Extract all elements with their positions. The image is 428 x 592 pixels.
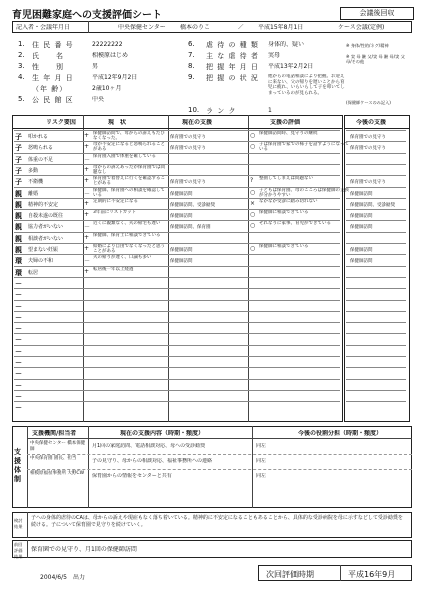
info-left-num: 4. [18,73,25,81]
previous-review-text: 保育園での見守り、月1回の保健師訪問 [31,546,137,553]
info-right-value: 平成13年2月2日 [268,63,314,70]
info-left-value: 相模原はじめ [92,52,129,59]
status-sign: + [84,132,90,139]
risk-row [14,367,340,379]
next-support-cell: 保育園での見守り [346,175,406,186]
status-sign: + [84,245,90,252]
col-header-evaluation: 支援の評価 [270,119,301,126]
info-right-num: 9. [188,73,195,81]
next-support-cell [346,153,406,164]
recorder-name: 橋本のりこ [180,24,211,31]
status-sign: + [84,211,90,219]
next-support-cell: 保健師訪問 [346,243,406,254]
risk-factor-name: 望まない妊娠 [28,247,59,253]
risk-row [14,322,340,334]
support-future: 同左 [256,458,267,464]
info-right-num: 10. [188,106,200,114]
risk-status: 母が不安定になると怒鳴られることがある [93,142,165,153]
evaluation-symbol: ○ [250,211,256,219]
evaluation-symbol: ○ [250,245,256,252]
evaluation-sheet: 育児困難家庭への支援評価シート 会議後回収 記入者・会議年月日 中央保健センター 橋本のりこ ／ 平成15年8月1日 ケース会議(定例) 1. 住 民 番 号 22222222 2. 氏 名 相模原はじめ 3. 性 別 男 4. 生 年 月 日 平成12年9月2日 （年 齢） 2歳10ヶ月 5. 公 民 館 区 中央 6. 虐 待 の 種 類 身体的、疑い 7. 主 な 虐 待 者 実母 8. 把 握 年 月 日 平成13年2月2日 9. 把 握 の 状 況 他からの電話相談により把握。お迎えに来ない、父の帰りを遅いことから育児に疲れ、いらいらして子を叩いてしまっているのが見られる。 10. ラ ン ク 1 ※ 身体/性的/ネグ/精神 ※ 実 母 継 父/実 母 継 母/実 父 母/その他 (保健師ケースのみ記入) リスク要因 現 状 現在の支援 支援の評価 今後の支援 保育園での見守り 子 叩かれる + 保健師訪問で、母からの訴えもたびなくなった。 保育園での見守り ○ 保健師訪問時、見守りの継続 保育園での見守り 子 怒鳴られる + 母が不安定になると怒鳴られることがある 保育園での見守り ○ 子は保育園で家での様子を話すようになっている 子 体重の不足 － 保育園入園で体重を確している 子 多動 + 母からの訴えあったが保育園では問題なし 保育園での見守り 子 不衛機 + 保育園で着替えに行くを確認することがある 保育園での見守り ? 整園してしまえば問題ない 保健師訪問 親 離婚 － 保健師、保育園への相談を確認している 保健師訪問 ○ 子どもは保育園、母のこころは保健師の支援が分かりやすい 保健師訪問、受診勧奨 親 精神的不安定 + 定期的に不安定になる 保健師訪問、受診勧奨 × なかなか受診に踏み切れない 保健師訪問 親 自殺未遂の既往 + 3年前にリストカット 保健師訪問 ○ 保健師に相談できている 保健師訪問 親 協力者がいない － 近くに親類なく、夫の帰宅も遅い 保健師訪問、保育園 ○ それなりに家事、育児ができている 親 相談者がいない + 保健師、保育士に相談できている 保健師訪問 親 望まない妊娠 + 結婚により自由でなくなったと思うことがある 保健師訪問 ○ 保健師に相談できている 保健師訪問 環 夫婦の不和 － 夫の帰りが遅く、口論も多い 保健師訪問 環 転居 + 転居後一年以上経過 － － － － － － － － － － － － 支援体制 支援機関/担当者 現在の支援内容（時期・頻度） 今後の役割分担（時期・頻度） 中央保健センター 橋本保健師 月1回の家庭訪問、電話相談対応、母への受診勧奨 同左 中央保育園 園長、担当 子の見守り、母からの相談対応、福祉事務所への連絡 同左 相模原福祉事務所 大野CW 保育園からの情報をセンターと共有 同左 検討結果 子への身体的虐待のCAは、母からの訴えや現症もなく落ち着いている。精神的に不安定になることもあることから、具体的な受診病院を母に示すなどして受診勧奨を続ける。子について保育園で見守りを続けていく。 前回評価結果 保育園での見守り、月1回の保健師訪問 2004/6/5 出力 次回評価時期 平成16年9月 [0,0,428,592]
review-label: 検討結果 [14,518,23,529]
note-abuser-types: ※ 実 母 継 父/実 母 継 母/実 父 母/その他 [346,54,405,64]
risk-factor-name: 多動 [28,167,39,174]
next-support-cell [346,277,406,288]
info-left-num: 5. [18,95,25,103]
evaluation-text: 整園してしまえば問題ない [259,176,313,182]
col-header-status: 現 状 [108,119,127,126]
next-support-cell [346,288,406,299]
risk-category-mark: 子 [15,144,22,153]
note-abuse-types: ※ 身体/性的/ネグ/精神 [346,43,389,48]
status-sign: + [84,165,90,173]
info-right-label: ラ ン ク [206,107,237,115]
risk-category-mark: 親 [15,234,22,243]
support-col-future: 今後の役割分担（時期・頻度） [298,430,383,437]
risk-status: 保育園入園で体重を確している [93,153,156,159]
risk-row [14,288,340,300]
next-support-cell: 保育園での見守り [346,141,406,152]
empty-row-mark: － [15,302,22,311]
empty-row-mark: － [15,325,22,334]
recorder-label: 記入者・会議年月日 [16,24,71,31]
next-support-cell [346,322,406,333]
risk-row [14,300,340,312]
info-right-num: 8. [188,62,195,70]
risk-row [14,390,340,402]
risk-status: 転居後一年以上経過 [93,266,134,272]
meeting-date: 平成15年8月1日 [258,24,304,31]
next-support-cell [346,401,406,412]
next-support-cell: 保健師訪問 [346,254,406,265]
risk-status: 結婚により自由でなくなったと思うことがある [93,244,165,254]
info-right-label: 主 な 虐 待 者 [206,52,259,60]
evaluation-symbol: ○ [250,188,256,196]
current-support: 保健師訪問、受診勧奨 [170,202,215,208]
risk-factor-name: 協力者がいない [28,224,64,231]
info-right-label: 虐 待 の 種 類 [206,41,259,49]
support-org: 相模原福祉事務所 大野CW [30,471,85,476]
info-right-value: 身体的、疑い [268,41,305,48]
info-right-label: 把 握 年 月 日 [206,63,259,71]
risk-factor-name: 転居 [28,269,39,276]
risk-status: 定期的に不安定になる [93,198,138,204]
current-support: 保育園での見守り [170,135,206,140]
evaluation-symbol: ? [250,177,254,185]
support-col-content: 現在の支援内容（時期・頻度） [120,430,205,437]
info-left-label: 生 年 月 日 [32,74,74,82]
info-left-value: 中央 [92,96,105,103]
risk-status: 近くに親類なく、夫の帰宅も遅い [93,221,161,227]
risk-row [14,220,340,232]
support-future: 同左 [256,473,267,479]
previous-review-label: 前回評価結果 [14,542,23,559]
support-content: 月1回の家庭訪問、電話相談対応、母への受診勧奨 [92,443,206,449]
risk-factor-name: 怒鳴られる [28,145,54,152]
support-side-label: 支援体制 [14,448,21,483]
risk-row [14,379,340,391]
page-title: 育児困難家庭への支援評価シート [12,10,162,21]
next-support-cell: 保育園での見守り [346,130,406,141]
recorder-org: 中央保健センター [118,24,166,31]
current-support: 保健師訪問 [170,214,193,220]
evaluation-symbol: × [250,199,256,207]
info-left-value: 2歳10ヶ月 [92,85,122,92]
evaluation-text: 子は保育園で家での様子を話すようになっている [259,142,349,153]
risk-category-mark: 親 [15,189,22,198]
risk-row [14,266,340,278]
current-support: 保健師訪問 [170,259,193,265]
info-left-value: 男 [92,63,99,70]
risk-status: 保健師、保育士に相談できている [93,232,161,238]
empty-row-mark: － [15,313,22,322]
status-sign: － [84,156,91,164]
risk-row [14,232,340,244]
status-sign: － [84,258,91,266]
next-support-cell [346,379,406,390]
current-support: 保健師訪問 [170,248,193,253]
info-right-value: 他からの電話相談により把握。お迎えに来ない、父の帰りを遅いことから育児に疲れ、いらいらして子を叩いてしまっているのが見られる。 [268,74,345,96]
risk-row [14,345,340,357]
risk-row [14,254,340,266]
risk-category-mark: 環 [15,268,22,277]
next-support-cell: 保健師訪問 [346,209,406,220]
next-support-cell [346,311,406,322]
evaluation-text: 子どもは保育園、母のこころは保健師の支援が分かりやすい [259,187,349,198]
current-support: 保健師訪問 [170,191,193,197]
info-right-num: 7. [188,51,195,59]
evaluation-symbol: ○ [250,222,256,230]
info-left-num: 3. [18,62,25,70]
empty-row-mark: － [15,404,22,413]
empty-row-mark: － [15,370,22,379]
col-header-next-support: 今後の支援 [356,119,387,126]
empty-row-mark: － [15,359,22,367]
review-text: 子への身体的虐待のCAは、母からの訴えや現症もなく落ち着いている。精神的に不安定になることもあることから、具体的な受診病院を母に示すなどして受診勧奨を続ける。子について保育園で見守りを続けていく。 [31,515,403,528]
support-content: 保育園からの情報をセンターと共有 [92,473,172,479]
empty-row-mark: － [15,381,22,390]
risk-row [14,333,340,345]
risk-factor-name: 不衛機 [28,179,44,186]
status-sign: － [84,190,91,198]
info-left-label: 氏 名 [32,52,64,60]
current-support: 保育園での見守り [170,180,206,186]
risk-row [14,311,340,323]
support-org: 中央保育園 園長、担当 [30,456,77,461]
risk-row [14,141,349,153]
evaluation-text: それなりに家事、育児ができている [259,221,331,227]
next-support-cell [346,356,406,367]
risk-row [14,277,340,289]
status-sign: + [84,267,90,275]
col-header-current-support: 現在の支援 [182,119,213,126]
info-left-num: 1. [18,40,25,48]
support-org: 中央保健センター 橋本保健師 [30,441,86,452]
info-right-value: 1 [268,107,272,114]
risk-category-mark: 子 [15,155,22,164]
next-support-cell [346,367,406,378]
risk-status: 夫の帰りが遅く、口論も多い [93,255,152,261]
risk-factor-name: 叩かれる [28,134,49,140]
status-sign: + [84,199,90,207]
current-support: 保育園での見守り [170,146,206,152]
support-future: 同左 [256,443,267,449]
evaluation-text: 保健師に相談できている [259,244,309,249]
risk-row [14,153,340,165]
risk-category-mark: 子 [15,166,22,175]
next-support-cell [346,333,406,344]
status-sign: + [84,143,90,151]
next-support-cell [346,232,406,243]
next-support-cell [346,266,406,277]
empty-row-mark: － [15,279,22,288]
col-header-risk: リスク要因 [46,119,76,126]
risk-status: 母からの訴えあったが保育園では問題なし [93,164,165,175]
next-support-cell [346,390,406,401]
risk-status: 3年前にリストカット [93,210,137,216]
meeting-stamp: 会議後回収 [340,7,414,20]
evaluation-symbol: ○ [250,143,256,151]
risk-category-mark: 親 [15,200,22,209]
risk-row [14,356,340,368]
next-support-cell: 保健師訪問、受診勧奨 [346,198,406,209]
risk-row [14,130,340,142]
info-right-label: 把 握 の 状 況 [206,74,259,82]
info-left-value: 平成12年9月2日 [92,74,138,81]
risk-row [14,209,340,221]
info-left-num: 2. [18,51,25,59]
note-rank: (保健師ケースのみ記入) [346,100,391,105]
evaluation-text: 保健師訪問時、見守りの継続 [259,131,318,136]
risk-row [14,198,340,210]
status-sign: + [84,177,90,185]
info-left-label: 性 別 [32,63,64,71]
risk-status: 保健師訪問で、母からの訴えもたびなくなった。 [93,131,165,141]
support-content: 子の見守り、母からの相談対応、福祉事務所への連絡 [92,458,213,464]
risk-row [14,175,340,187]
risk-category-mark: 親 [15,246,22,254]
next-support-cell [346,164,406,175]
info-left-label: 公 民 館 区 [32,96,74,104]
risk-category-mark: 子 [15,133,22,141]
next-eval-value: 平成16年9月 [348,570,396,579]
risk-factor-name: 自殺未遂の既往 [28,213,64,220]
empty-row-mark: － [15,336,22,345]
risk-factor-name: 離婚 [28,190,39,197]
current-support: 保健師訪問、保育園 [170,225,211,231]
info-left-label: 住 民 番 号 [32,41,74,49]
risk-row [14,164,340,176]
risk-factor-name: 体重の不足 [28,156,54,163]
risk-category-mark: 親 [15,223,22,232]
empty-row-mark: － [15,291,22,300]
meeting-type: ケース会議(定例) [338,24,385,31]
risk-row [14,401,340,413]
risk-factor-name: 相談者がいない [28,235,64,242]
risk-category-mark: 子 [15,178,22,187]
evaluation-text: なかなか受診に踏み切れない [259,198,318,204]
risk-factor-name: 夫婦の不和 [28,258,54,265]
next-support-cell [346,345,406,356]
risk-factor-name: 精神的不安定 [28,201,59,208]
status-sign: + [84,233,90,241]
printed-date: 2004/6/5 出力 [40,574,85,581]
support-col-org: 支援機関/担当者 [32,430,77,437]
empty-row-mark: － [15,392,22,401]
info-right-num: 6. [188,40,195,48]
empty-row-mark: － [15,347,22,356]
risk-category-mark: 親 [15,212,22,221]
info-left-value: 22222222 [92,41,123,48]
status-sign: － [84,224,91,232]
risk-status: 保健師、保育園への相談を確認している [93,187,165,198]
evaluation-symbol: ○ [250,132,256,139]
risk-status: 保育園で着替えに行くを確認することがある [93,176,165,187]
evaluation-text: 保健師に相談できている [259,210,309,216]
risk-row [14,187,349,199]
next-support-cell [346,300,406,311]
info-left-label: （年 齢） [32,85,68,93]
risk-row [14,243,340,255]
risk-category-mark: 環 [15,257,22,266]
info-right-value: 実母 [268,52,281,59]
next-support-cell: 保健師訪問 [346,187,406,198]
next-support-cell: 保健師訪問 [346,220,406,231]
next-eval-label: 次回評価時期 [266,570,314,579]
